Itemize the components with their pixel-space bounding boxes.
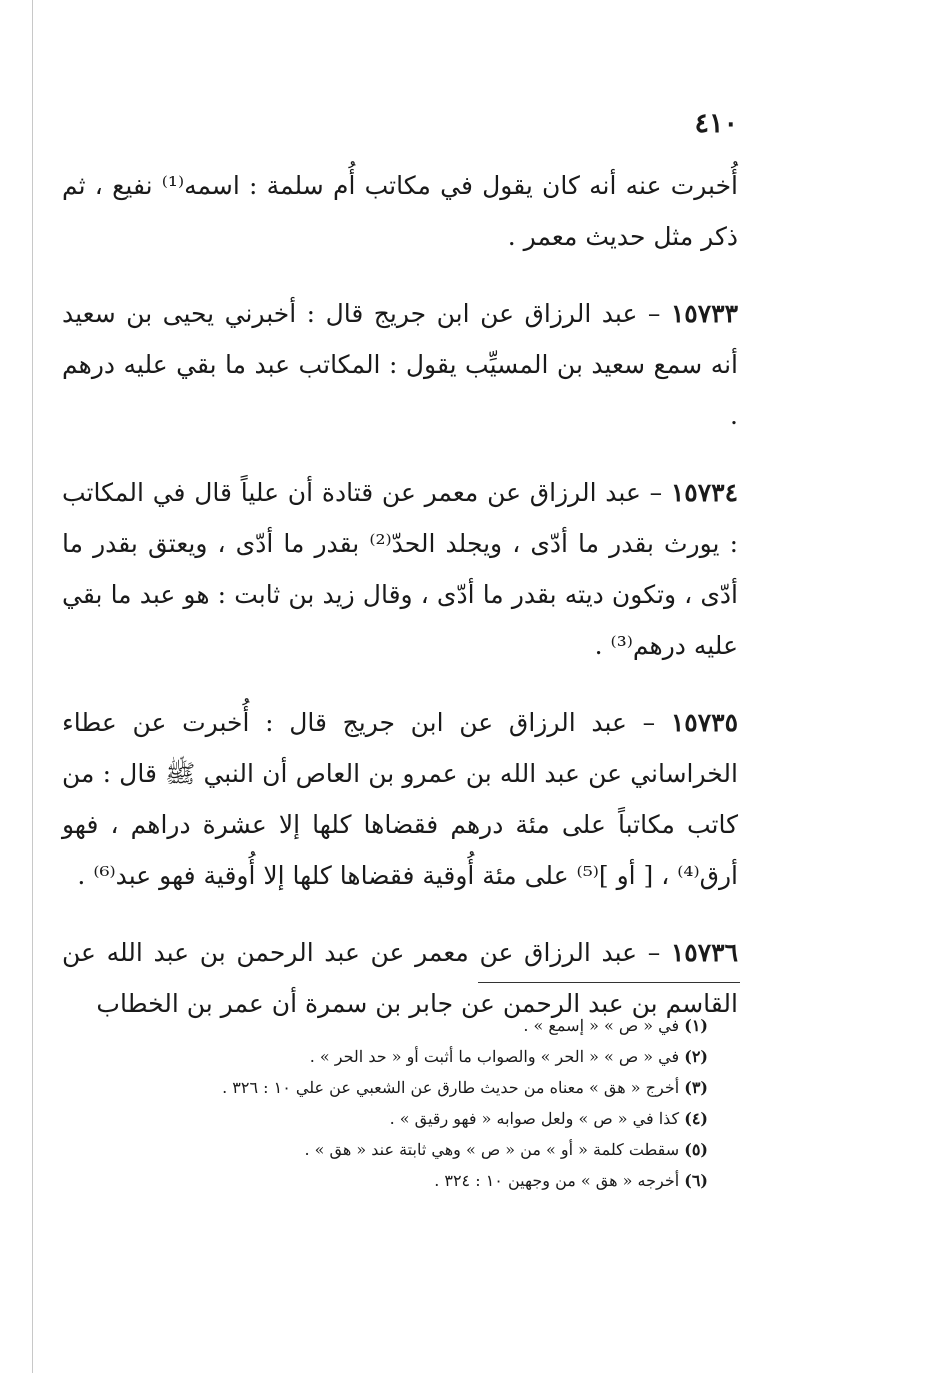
footnote-text: في « ص » « الحر » والصواب ما أثبت أو « حد الحر » . (309, 1047, 680, 1066)
footnote (90, 1072, 708, 1103)
footnote-number: (١) (684, 1016, 708, 1035)
footnote-number: (٦) (684, 1171, 708, 1190)
paragraph-text: – عبد الرزاق عن ابن جريج قال : أُخبرت عن عطاء الخراساني عن عبد الله بن عمرو بن العاص أن النبي ﷺ قال : من كاتب مكاتباً على مئة درهم فقضاها كلها إلا عشرة دراهم ، فهو أرق⁽⁴⁾ ، [ أو ]⁽⁵⁾ على مئة أُوقية فقضاها كلها إلا أُوقية فهو عبد⁽⁶⁾ . (62, 708, 738, 890)
hadith-number: ١٥٧٣٤ (670, 478, 738, 507)
footnote-text: أخرج « هق » معناه من حديث طارق عن الشعبي عن علي ١٠ : ٣٢٦ . (222, 1078, 680, 1097)
paragraph-text: – عبد الرزاق عن معمر عن عبد الرحمن بن عبد الله عن القاسم بن عبد الرحمن عن جابر بن سمرة أن عمر بن الخطاب (62, 938, 738, 1018)
page-number: ٤١٠ (694, 108, 738, 139)
footnote-number: (٣) (684, 1078, 708, 1097)
footnotes (90, 1010, 708, 1196)
scan-margin-line (32, 0, 33, 1373)
hadith-number: ١٥٧٣٦ (670, 938, 738, 967)
paragraph (62, 288, 738, 441)
footnote (90, 1134, 708, 1165)
paragraph (62, 467, 738, 671)
paragraph-text: أُخبرت عنه أنه كان يقول في مكاتب أُم سلمة : اسمه⁽¹⁾ نفيع ، ثم ذكر مثل حديث معمر . (62, 171, 738, 251)
paragraph-text: – عبد الرزاق عن ابن جريج قال : أخبرني يحيى بن سعيد أنه سمع سعيد بن المسيِّب يقول : المكاتب عبد ما بقي عليه درهم . (62, 299, 738, 430)
hadith-number: ١٥٧٣٣ (670, 299, 738, 328)
paragraph (62, 160, 738, 262)
footnote-divider (478, 982, 740, 983)
footnote (90, 1041, 708, 1072)
paragraph (62, 697, 738, 901)
main-text (62, 160, 738, 1029)
hadith-number: ١٥٧٣٥ (670, 708, 738, 737)
footnote-text: كذا في « ص » ولعل صوابه « فهو رقيق » . (389, 1109, 680, 1128)
footnote-text: في « ص » « إسمع » . (523, 1016, 680, 1035)
footnote (90, 1103, 708, 1134)
paragraph-text: – عبد الرزاق عن معمر عن قتادة أن علياً قال في المكاتب : يورث بقدر ما أدّى ، ويجلد الحدّ⁽²⁾ بقدر ما أدّى ، ويعتق بقدر ما أدّى ، وتكون ديته بقدر ما أدّى ، وقال زيد بن ثابت : هو عبد ما بقي عليه درهم⁽³⁾ . (62, 478, 738, 660)
footnote-text: سقطت كلمة « أو » من « ص » وهي ثابتة عند « هق » . (304, 1140, 680, 1159)
footnote-number: (٥) (684, 1140, 708, 1159)
footnote (90, 1010, 708, 1041)
footnote-text: أخرجه « هق » من وجهين ١٠ : ٣٢٤ . (434, 1171, 680, 1190)
footnote (90, 1165, 708, 1196)
footnote-number: (٤) (684, 1109, 708, 1128)
footnote-number: (٢) (684, 1047, 708, 1066)
